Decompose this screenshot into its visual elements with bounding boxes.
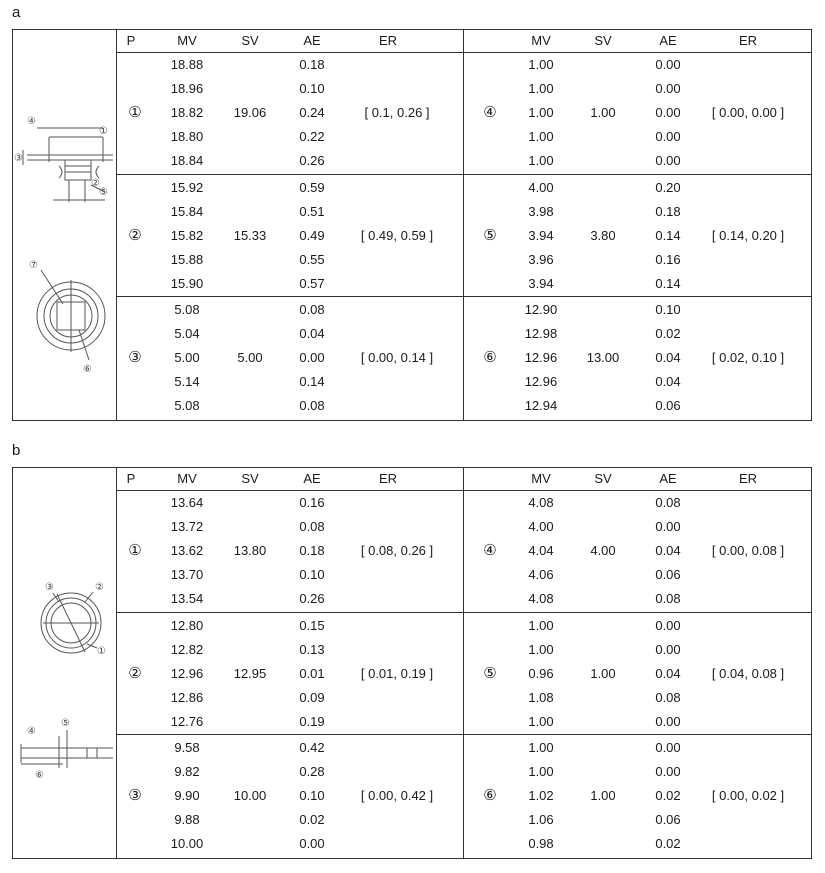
measured-value: 3.94 [528,228,554,243]
absolute-error: 0.04 [655,666,681,681]
absolute-error: 0.00 [655,714,681,729]
absolute-error: 0.00 [655,642,681,657]
absolute-error: 0.24 [299,105,325,120]
panel-a-drawing-svg [13,30,117,422]
absolute-error: 0.01 [299,666,325,681]
standard-value: 12.95 [233,666,267,681]
absolute-error: 0.10 [655,302,681,317]
panel-a-table [12,29,812,421]
measured-value: 5.14 [174,374,200,389]
absolute-error: 0.08 [655,690,681,705]
standard-value: 10.00 [233,788,267,803]
absolute-error: 0.04 [655,374,681,389]
standard-value: 13.80 [233,543,267,558]
measured-value: 1.00 [528,740,554,755]
panel-a-drawing-label-5: ⑤ [99,187,108,198]
measured-value: 1.00 [528,714,554,729]
measured-value: 9.58 [174,740,200,755]
absolute-error: 0.14 [299,374,325,389]
absolute-error: 0.02 [655,326,681,341]
measured-value: 15.82 [170,228,204,243]
measured-value: 13.70 [170,567,204,582]
header-mv2: MV [531,471,551,486]
measured-value: 3.94 [528,276,554,291]
panel-a-drawing-label-1: ① [99,126,108,137]
measured-value: 10.00 [170,836,204,851]
parameter-id: ③ [128,348,142,366]
absolute-error: 0.19 [299,714,325,729]
absolute-error: 0.04 [655,543,681,558]
measured-value: 9.88 [174,812,200,827]
measured-value: 0.96 [528,666,554,681]
table-group [117,612,811,734]
absolute-error: 0.06 [655,567,681,582]
header-p: P [126,471,136,486]
measured-value: 4.00 [528,180,554,195]
absolute-error: 0.10 [299,788,325,803]
measured-value: 3.98 [528,204,554,219]
absolute-error: 0.00 [655,57,681,72]
absolute-error: 0.00 [655,764,681,779]
measured-value: 15.92 [170,180,204,195]
panel-b-label: b [12,442,21,459]
measured-value: 12.80 [170,618,204,633]
measured-value: 12.96 [524,374,558,389]
panel-b-table [12,467,812,859]
measured-value: 18.82 [170,105,204,120]
measured-value: 1.00 [528,153,554,168]
absolute-error: 0.59 [299,180,325,195]
header-mv: MV [177,33,197,48]
measured-value: 12.90 [524,302,558,317]
measured-value: 4.08 [528,591,554,606]
measured-value: 1.06 [528,812,554,827]
parameter-id: ④ [483,103,497,121]
absolute-error: 0.28 [299,764,325,779]
measured-value: 9.82 [174,764,200,779]
parameter-id: ① [128,103,142,121]
absolute-error: 0.00 [655,740,681,755]
absolute-error: 0.18 [655,204,681,219]
measured-value: 1.00 [528,105,554,120]
measured-value: 15.90 [170,276,204,291]
panel-b-drawing-svg [13,468,117,860]
measured-value: 18.96 [170,81,204,96]
absolute-error: 0.49 [299,228,325,243]
table-group [117,52,811,174]
panel-b-drawing-label-1: ① [97,646,106,657]
absolute-error: 0.00 [655,81,681,96]
absolute-error: 0.10 [299,567,325,582]
header-sv: SV [241,33,259,48]
panel-a-label: a [12,4,21,21]
table-header-row [117,30,811,53]
header-er: ER [378,471,398,486]
measured-value: 12.96 [524,350,558,365]
measured-value: 1.00 [528,57,554,72]
panel-b-drawing-label-5: ⑤ [61,718,70,729]
absolute-error: 0.08 [299,302,325,317]
error-range: [ 0.49, 0.59 ] [360,228,434,243]
standard-value: 5.00 [237,350,263,365]
measured-value: 15.84 [170,204,204,219]
parameter-id: ④ [483,541,497,559]
parameter-id: ① [128,541,142,559]
panel-a-grid [117,30,811,420]
parameter-id: ② [128,226,142,244]
measured-value: 4.08 [528,495,554,510]
measured-value: 1.02 [528,788,554,803]
absolute-error: 0.15 [299,618,325,633]
error-range: [ 0.01, 0.19 ] [360,666,434,681]
table-header-row [117,468,811,491]
absolute-error: 0.04 [655,350,681,365]
measured-value: 13.72 [170,519,204,534]
error-range: [ 0.14, 0.20 ] [711,228,785,243]
absolute-error: 0.00 [655,519,681,534]
header-sv: SV [241,471,259,486]
table-group [117,734,811,856]
parameter-id: ⑤ [483,664,497,682]
panel-a-drawing-label-2: ② [91,178,100,189]
absolute-error: 0.06 [655,398,681,413]
measured-value: 12.98 [524,326,558,341]
absolute-error: 0.20 [655,180,681,195]
header-er2: ER [738,33,758,48]
header-ae: AE [303,471,321,486]
measured-value: 12.96 [170,666,204,681]
measured-value: 5.08 [174,302,200,317]
error-range: [ 0.08, 0.26 ] [360,543,434,558]
parameter-id: ③ [128,786,142,804]
absolute-error: 0.02 [655,788,681,803]
header-er: ER [378,33,398,48]
table-group [117,490,811,612]
measured-value: 5.04 [174,326,200,341]
absolute-error: 0.16 [299,495,325,510]
standard-value: 1.00 [590,788,616,803]
absolute-error: 0.18 [299,543,325,558]
absolute-error: 0.02 [655,836,681,851]
header-ae: AE [303,33,321,48]
absolute-error: 0.14 [655,276,681,291]
measured-value: 18.84 [170,153,204,168]
standard-value: 1.00 [590,105,616,120]
measured-value: 13.64 [170,495,204,510]
standard-value: 4.00 [590,543,616,558]
measured-value: 12.94 [524,398,558,413]
panel-b-drawing-label-4: ④ [27,726,36,737]
measured-value: 5.08 [174,398,200,413]
panel-a-drawing-label-6: ⑥ [83,364,92,375]
panel-b-drawing-label-3: ③ [45,582,54,593]
measured-value: 1.00 [528,81,554,96]
measured-value: 1.00 [528,129,554,144]
panel-b-drawing [13,468,117,858]
absolute-error: 0.26 [299,591,325,606]
error-range: [ 0.00, 0.08 ] [711,543,785,558]
header-mv: MV [177,471,197,486]
measured-value: 12.86 [170,690,204,705]
absolute-error: 0.00 [299,350,325,365]
error-range: [ 0.1, 0.26 ] [364,105,430,120]
measured-value: 3.96 [528,252,554,267]
panel-b-drawing-label-2: ② [95,582,104,593]
error-range: [ 0.00, 0.02 ] [711,788,785,803]
error-range: [ 0.00, 0.14 ] [360,350,434,365]
measured-value: 0.98 [528,836,554,851]
absolute-error: 0.04 [299,326,325,341]
parameter-id: ⑥ [483,348,497,366]
absolute-error: 0.00 [655,129,681,144]
header-sv2: SV [594,471,612,486]
absolute-error: 0.02 [299,812,325,827]
panel-a-drawing-label-7: ⑦ [29,260,38,271]
measured-value: 18.80 [170,129,204,144]
absolute-error: 0.00 [655,105,681,120]
measured-value: 13.54 [170,591,204,606]
absolute-error: 0.14 [655,228,681,243]
absolute-error: 0.10 [299,81,325,96]
absolute-error: 0.08 [299,398,325,413]
parameter-id: ⑥ [483,786,497,804]
absolute-error: 0.06 [655,812,681,827]
absolute-error: 0.51 [299,204,325,219]
measured-value: 18.88 [170,57,204,72]
absolute-error: 0.42 [299,740,325,755]
table-group [117,174,811,296]
absolute-error: 0.22 [299,129,325,144]
absolute-error: 0.57 [299,276,325,291]
error-range: [ 0.00, 0.42 ] [360,788,434,803]
absolute-error: 0.16 [655,252,681,267]
parameter-id: ⑤ [483,226,497,244]
absolute-error: 0.55 [299,252,325,267]
measured-value: 1.08 [528,690,554,705]
header-mv2: MV [531,33,551,48]
measured-value: 12.76 [170,714,204,729]
error-range: [ 0.04, 0.08 ] [711,666,785,681]
absolute-error: 0.00 [299,836,325,851]
measured-value: 13.62 [170,543,204,558]
parameter-id: ② [128,664,142,682]
absolute-error: 0.18 [299,57,325,72]
panel-a-drawing [13,30,117,420]
header-ae2: AE [659,33,677,48]
table-group [117,296,811,418]
measured-value: 1.00 [528,618,554,633]
error-range: [ 0.02, 0.10 ] [711,350,785,365]
panel-b-grid [117,468,811,858]
standard-value: 3.80 [590,228,616,243]
standard-value: 19.06 [233,105,267,120]
measured-value: 1.00 [528,764,554,779]
header-ae2: AE [659,471,677,486]
measured-value: 4.06 [528,567,554,582]
header-er2: ER [738,471,758,486]
measured-value: 5.00 [174,350,200,365]
measured-value: 4.04 [528,543,554,558]
absolute-error: 0.00 [655,618,681,633]
panel-b-drawing-label-6: ⑥ [35,770,44,781]
absolute-error: 0.00 [655,153,681,168]
measured-value: 1.00 [528,642,554,657]
absolute-error: 0.08 [299,519,325,534]
header-sv2: SV [594,33,612,48]
absolute-error: 0.26 [299,153,325,168]
panel-a-drawing-label-4: ④ [27,116,36,127]
standard-value: 13.00 [586,350,620,365]
standard-value: 1.00 [590,666,616,681]
measured-value: 15.88 [170,252,204,267]
absolute-error: 0.08 [655,495,681,510]
header-p: P [126,33,136,48]
measured-value: 9.90 [174,788,200,803]
measured-value: 12.82 [170,642,204,657]
panel-a-drawing-label-3: ③ [14,153,23,164]
absolute-error: 0.13 [299,642,325,657]
error-range: [ 0.00, 0.00 ] [711,105,785,120]
absolute-error: 0.09 [299,690,325,705]
measured-value: 4.00 [528,519,554,534]
standard-value: 15.33 [233,228,267,243]
absolute-error: 0.08 [655,591,681,606]
